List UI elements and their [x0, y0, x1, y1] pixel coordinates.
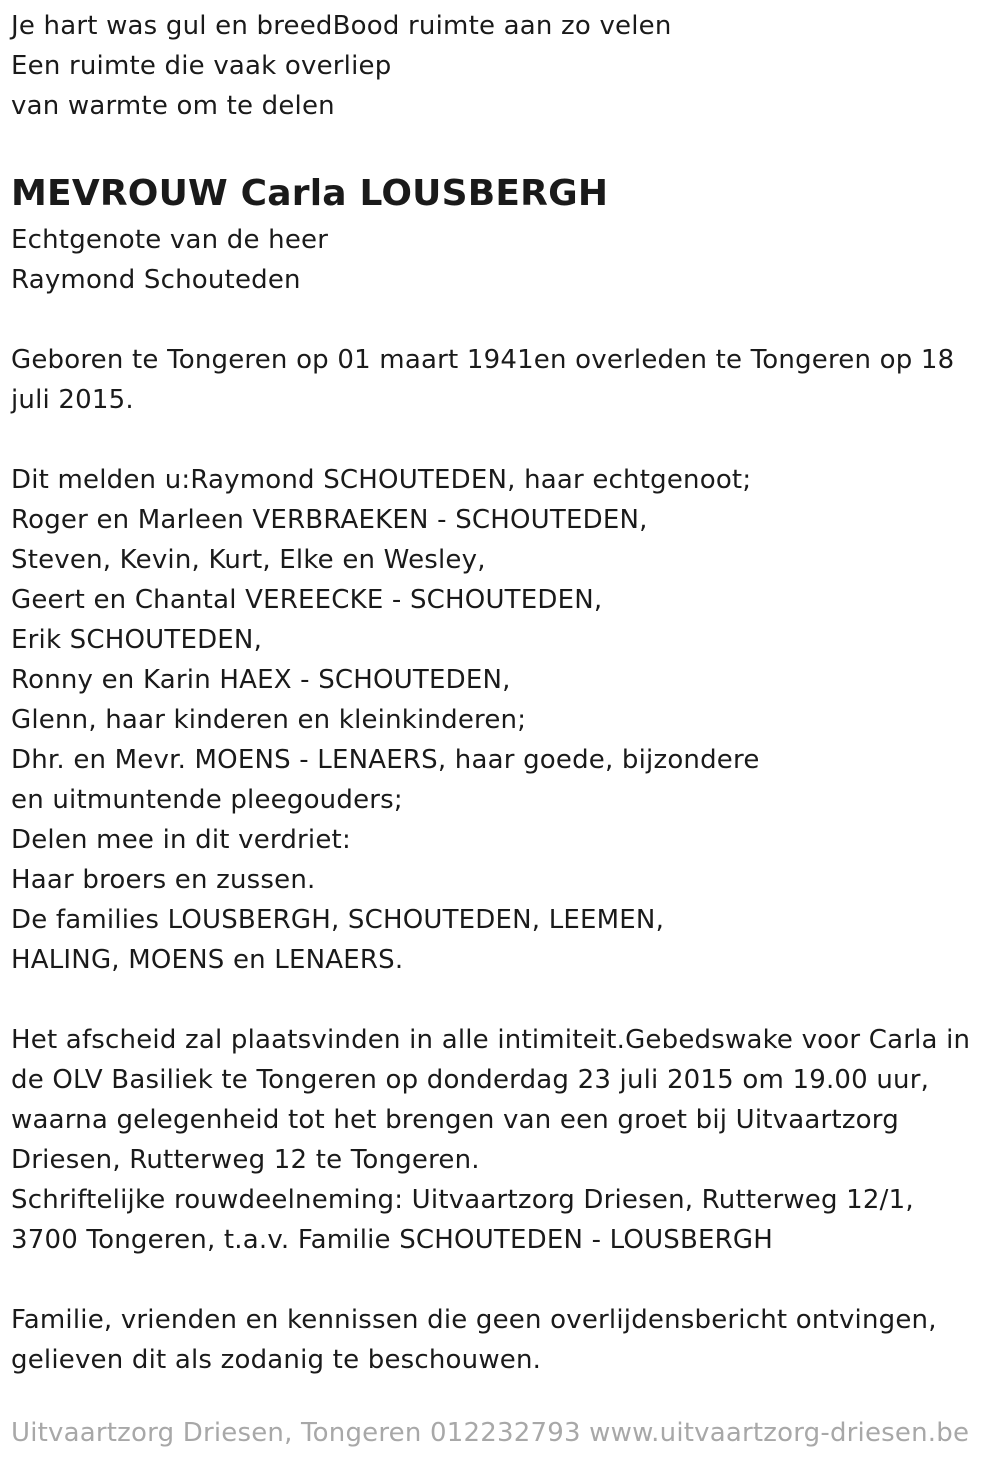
poem-line: Een ruimte die vaak overliep [11, 51, 392, 81]
poem [11, 6, 991, 126]
announcer-line: Glenn, haar kinderen en kleinkinderen; [11, 705, 527, 735]
announcer-line: Haar broers en zussen. [11, 865, 316, 895]
condolence-text: Schriftelijke rouwdeelneming: Uitvaartzorg Driesen, Rutterweg 12/1, 3700 Tongeren, t.a.v. Familie SCHOUTEDEN - LOUSBERGH [11, 1185, 914, 1255]
spacer [11, 126, 991, 166]
announcers-list [11, 460, 991, 980]
relation-line: Raymond Schouteden [11, 265, 301, 295]
spacer [11, 1260, 991, 1300]
announcer-line: Dhr. en Mevr. MOENS - LENAERS, haar goede, bijzondere [11, 745, 760, 775]
funeral-home-footer: Uitvaartzorg Driesen, Tongeren 012232793 www.uitvaartzorg-driesen.be [11, 1418, 970, 1448]
announcer-line: Roger en Marleen VERBRAEKEN - SCHOUTEDEN, [11, 505, 648, 535]
announcer-line: HALING, MOENS en LENAERS. [11, 945, 404, 975]
announcer-line: Erik SCHOUTEDEN, [11, 625, 263, 655]
poem-line: Je hart was gul en breedBood ruimte aan zo velen [11, 11, 672, 41]
relation-line: Echtgenote van de heer [11, 225, 329, 255]
poem-line: van warmte om te delen [11, 91, 335, 121]
obituary-notice [11, 6, 991, 1380]
announcer-line: Dit melden u:Raymond SCHOUTEDEN, haar echtgenoot; [11, 465, 752, 495]
closing-text: Familie, vrienden en kennissen die geen overlijdensbericht ontvingen, gelieven dit als zodanig te beschouwen. [11, 1305, 937, 1375]
announcer-line: De families LOUSBERGH, SCHOUTEDEN, LEEMEN, [11, 905, 665, 935]
birth-death-text: Geboren te Tongeren op 01 maart 1941en overleden te Tongeren op 18 juli 2015. [11, 345, 955, 415]
announcer-line: Geert en Chantal VEREECKE - SCHOUTEDEN, [11, 585, 603, 615]
announcer-line: Ronny en Karin HAEX - SCHOUTEDEN, [11, 665, 511, 695]
announcer-line: Delen mee in dit verdriet: [11, 825, 351, 855]
deceased-name: MEVROUW Carla LOUSBERGH [11, 173, 609, 214]
announcer-line: Steven, Kevin, Kurt, Elke en Wesley, [11, 545, 486, 575]
spacer [11, 420, 991, 460]
spacer [11, 300, 991, 340]
announcer-line: en uitmuntende pleegouders; [11, 785, 403, 815]
farewell-text: Het afscheid zal plaatsvinden in alle intimiteit.Gebedswake voor Carla in de OLV Basiliek te Tongeren op donderdag 23 juli 2015 om 19.00 uur, waarna gelegenheid tot het brengen van een groet bij Uitvaartzorg Driesen, Rutterweg 12 te Tongeren. [11, 1025, 971, 1175]
spacer [11, 980, 991, 1020]
